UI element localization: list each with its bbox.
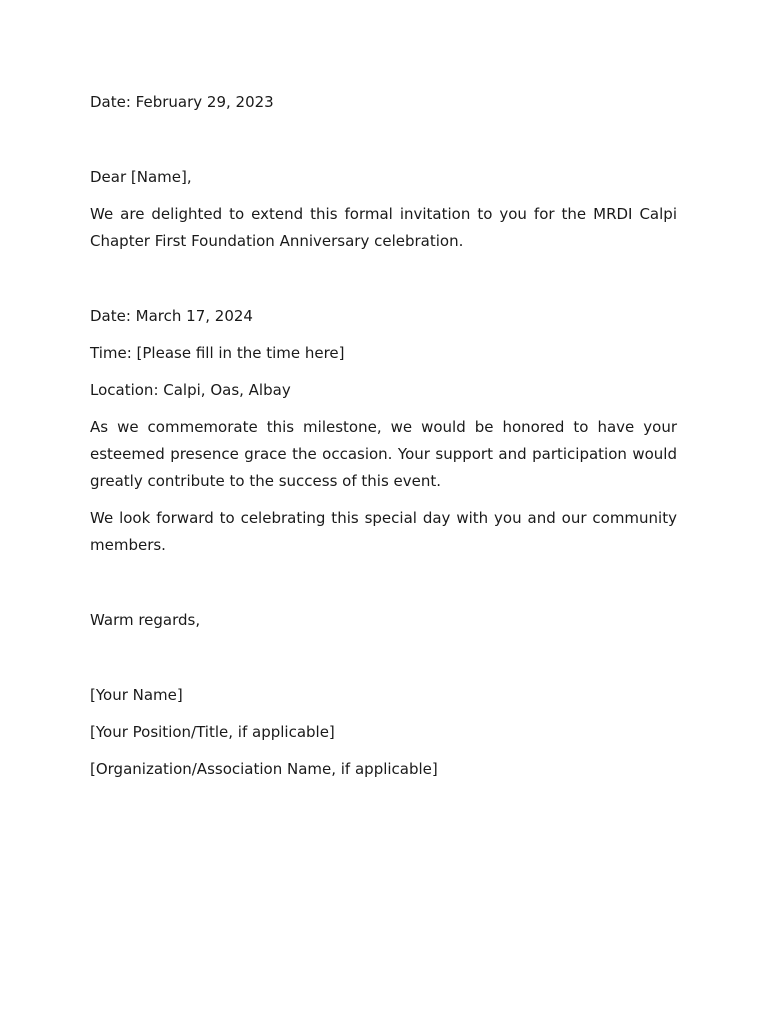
signature-organization: [Organization/Association Name, if applicable]	[90, 760, 438, 778]
event-location: Location: Calpi, Oas, Albay	[90, 381, 291, 399]
event-time: Time: [Please fill in the time here]	[90, 344, 345, 362]
body-paragraph-2: We look forward to celebrating this special day with you and our community members.	[90, 509, 677, 554]
letter-date: Date: February 29, 2023	[90, 93, 274, 111]
body-paragraph-1: As we commemorate this milestone, we would be honored to have your esteemed presence grace the occasion. Your support and participation would greatly contribute to the success of this event.	[90, 418, 677, 490]
letter-body	[90, 89, 677, 783]
signature-name: [Your Name]	[90, 686, 183, 704]
event-date: Date: March 17, 2024	[90, 307, 253, 325]
signature-position: [Your Position/Title, if applicable]	[90, 723, 335, 741]
closing: Warm regards,	[90, 611, 201, 629]
intro-paragraph: We are delighted to extend this formal invitation to you for the MRDI Calpi Chapter First Foundation Anniversary celebration.	[90, 205, 677, 250]
salutation: Dear [Name],	[90, 168, 192, 186]
